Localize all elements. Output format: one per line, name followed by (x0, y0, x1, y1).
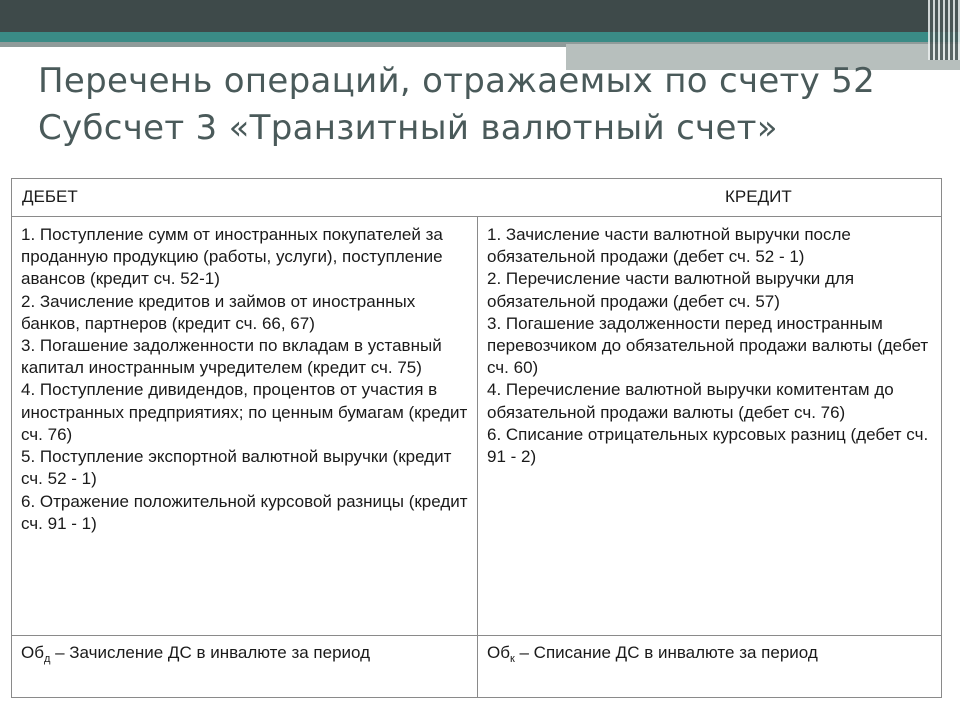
debit-item: 3. Погашение задолженности по вкладам в уставный капитал иностранным учредителем (кредит сч. 75) (21, 336, 442, 378)
debit-turnover-cell (12, 635, 478, 697)
debit-turnover-prefix: Об (21, 642, 44, 662)
header-credit: КРЕДИТ (725, 187, 792, 206)
table-header-cell (12, 179, 942, 217)
debit-item: 5. Поступление экспортной валютной выручки (кредит сч. 52 - 1) (21, 447, 452, 489)
debit-item: 4. Поступление дивидендов, процентов от участия в иностранных предприятиях; по ценным бумагам (кредит сч. 76) (21, 380, 468, 444)
credit-turnover-subscript: к (509, 652, 515, 665)
header-band-teal (0, 32, 960, 42)
header-band-dark (0, 0, 960, 32)
credit-item: 2. Перечисление части валютной выручки для обязательной продажи (дебет сч. 57) (487, 269, 855, 311)
title-line-2: Субсчет 3 «Транзитный валютный счет» (38, 108, 778, 148)
debit-item: 2. Зачисление кредитов и займов от иностранных банков, партнеров (кредит сч. 66, 67) (21, 291, 416, 333)
table-body-row (12, 217, 942, 636)
header-stripes-decoration (928, 0, 960, 60)
credit-cell (478, 217, 942, 636)
debit-turnover-text: – Зачисление ДС в инвалюте за период (50, 642, 371, 662)
title-line-1: Перечень операций, отражаемых по счету 52 (38, 61, 876, 101)
debit-turnover-subscript: д (43, 652, 51, 665)
debit-item: 6. Отражение положительной курсовой разницы (кредит сч. 91 - 1) (21, 491, 468, 533)
operations-table (11, 178, 942, 698)
credit-item: 4. Перечисление валютной выручки комитентам до обязательной продажи валюты (дебет сч. 76) (487, 380, 894, 422)
debit-cell (12, 217, 478, 636)
credit-turnover-cell (478, 635, 942, 697)
credit-item: 3. Погашение задолженности перед иностранным перевозчиком до обязательной продажи валюты (дебет сч. 60) (487, 313, 929, 378)
table-header-row (12, 179, 942, 217)
credit-turnover-text: – Списание ДС в инвалюте за период (514, 642, 818, 662)
header-band-notch-line (566, 42, 960, 44)
credit-item: 6. Списание отрицательных курсовых разниц (дебет сч. 91 - 2) (487, 424, 929, 467)
credit-item: 1. Зачисление части валютной выручки после обязательной продажи (дебет сч. 52 - 1) (487, 225, 851, 267)
header-debit: ДЕБЕТ (22, 187, 78, 206)
credit-turnover-prefix: Об (487, 642, 510, 662)
table-footer-row (12, 635, 942, 697)
debit-item: 1. Поступление сумм от иностранных покупателей за проданную продукцию (работы, услуги), поступление авансов (кредит сч. 52-1) (21, 225, 443, 289)
slide-title (38, 58, 918, 152)
